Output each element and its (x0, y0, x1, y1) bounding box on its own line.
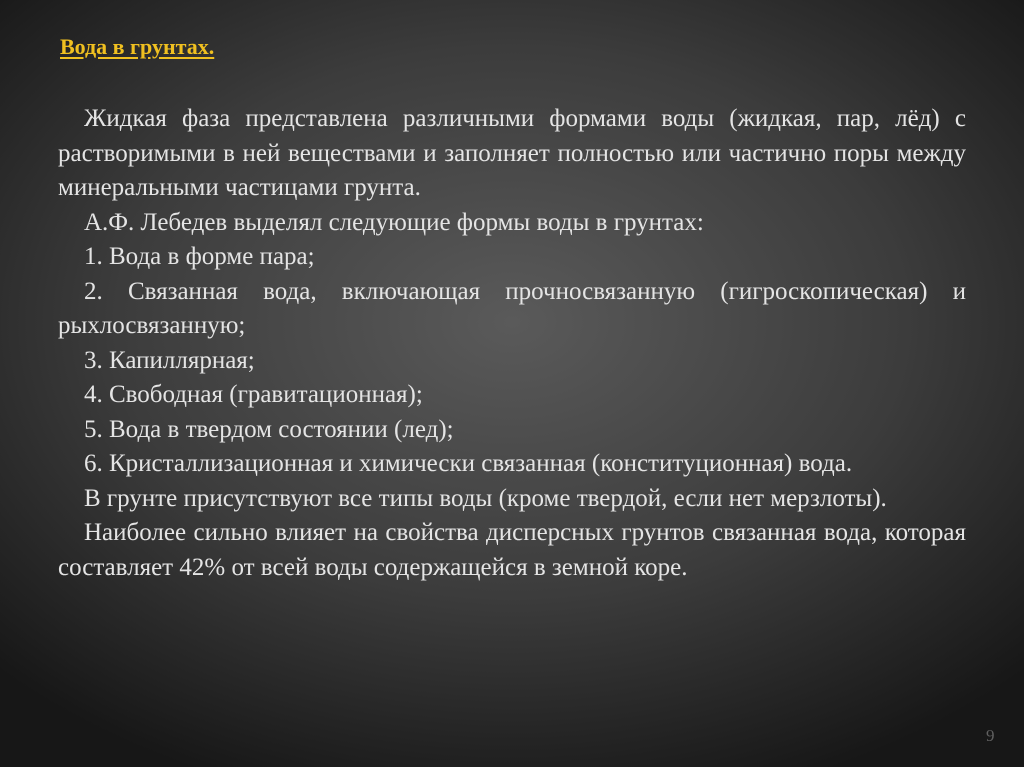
list-item-3: 3. Капиллярная; (84, 346, 255, 374)
list-item-4: 4. Свободная (гравитационная); (84, 381, 423, 408)
slide-body (58, 102, 966, 585)
page-number: 9 (986, 726, 995, 745)
slide-title: Вода в грунтах. (60, 34, 215, 59)
list-item-1: 1. Вода в форме пара; (84, 243, 315, 270)
list-item-2: 2. Связанная вода, включающая прочносвязанную (гигроскопическая) и рыхлосвязанную; (58, 277, 966, 339)
paragraph-intro: Жидкая фаза представлена различными формами воды (жидкая, пар, лёд) с растворимыми в ней веществами и заполняет полностью или частично поры между минеральными частицами грунта. (58, 105, 966, 201)
paragraph-all-types: В грунте присутствуют все типы воды (кроме твердой, если нет мерзлоты). (84, 484, 887, 512)
list-item-6: 6. Кристаллизационная и химически связанная (конституционная) вода. (84, 450, 853, 477)
list-item-5: 5. Вода в твердом состоянии (лед); (84, 415, 454, 443)
paragraph-lebedev: А.Ф. Лебедев выделял следующие формы воды в грунтах: (84, 208, 704, 236)
paragraph-bound-water: Наиболее сильно влияет на свойства дисперсных грунтов связанная вода, которая составляет 42% от всей воды содержащейся в земной коре. (58, 519, 966, 581)
